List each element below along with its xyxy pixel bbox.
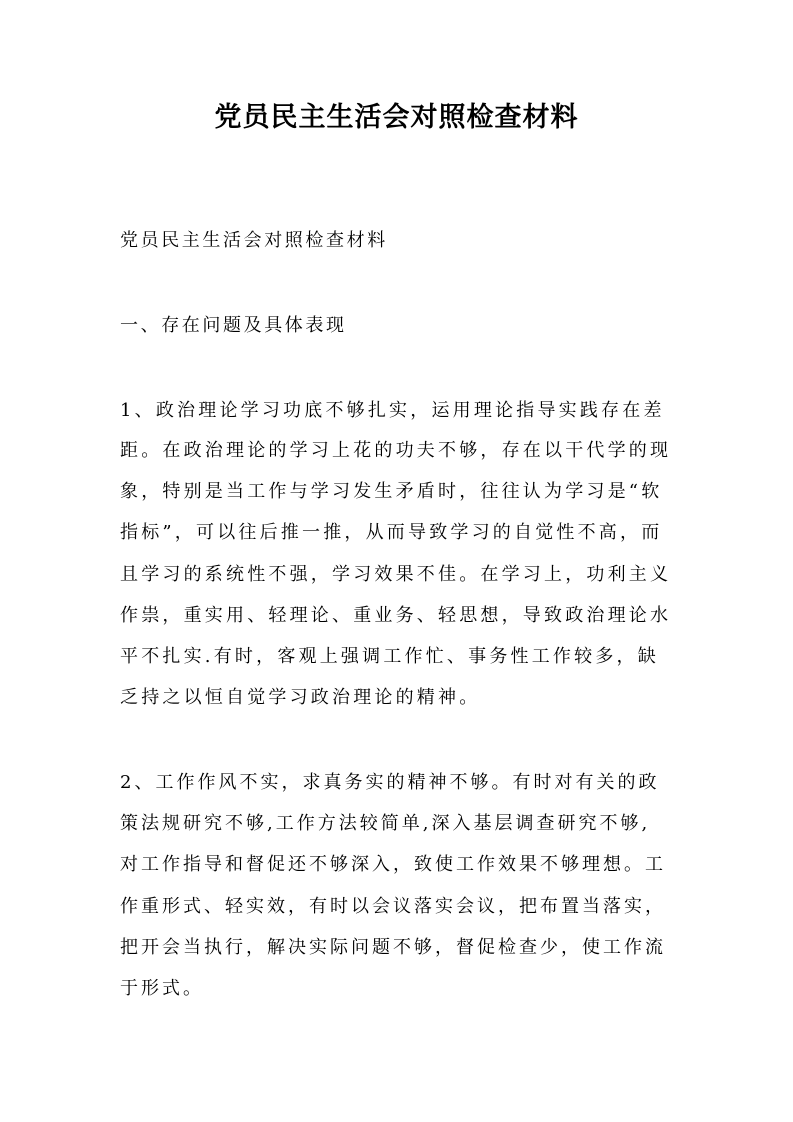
paragraph-line: 2、工作作风不实，求真务实的精神不够。有时对有关的政 (120, 772, 660, 793)
paragraph-line: 且学习的系统性不强，学习效果不佳。在学习上，功利主义 (120, 564, 672, 585)
paragraph-line: 作祟，重实用、轻理论、重业务、轻思想，导致政治理论水 (120, 605, 672, 626)
document-title: 党员民主生活会对照检查材料 (214, 102, 579, 133)
paragraph-line: 1、政治理论学习功底不够扎实，运用理论指导实践存在差 (120, 400, 665, 421)
paragraph-line: 对工作指导和督促还不够深入，致使工作效果不够理想。工 (120, 854, 666, 875)
paragraph-line: 作重形式、轻实效，有时以会议落实会议，把布置当落实， (120, 896, 666, 917)
paragraph-line: 象，特别是当工作与学习发生矛盾时，往往认为学习是“软 (120, 481, 663, 502)
paragraph-line: 于形式。 (120, 978, 204, 999)
paragraph-line: 乏持之以恒自觉学习政治理论的精神。 (120, 687, 481, 708)
paragraph-line: 策法规研究不够,工作方法较简单,深入基层调查研究不够, (120, 813, 651, 834)
paragraph-line: 距。在政治理论的学习上花的功夫不够，存在以干代学的现 (120, 440, 672, 461)
paragraph-line: 指标”，可以往后推一推，从而导致学习的自觉性不高，而 (120, 522, 663, 543)
document-subtitle: 党员民主生活会对照检查材料 (120, 230, 388, 251)
paragraph-line: 把开会当执行，解决实际问题不够，督促检查少，使工作流 (120, 937, 666, 958)
section-heading: 一、存在问题及具体表现 (120, 315, 347, 336)
paragraph-line: 平不扎实.有时，客观上强调工作忙、事务性工作较多，缺 (120, 646, 659, 667)
